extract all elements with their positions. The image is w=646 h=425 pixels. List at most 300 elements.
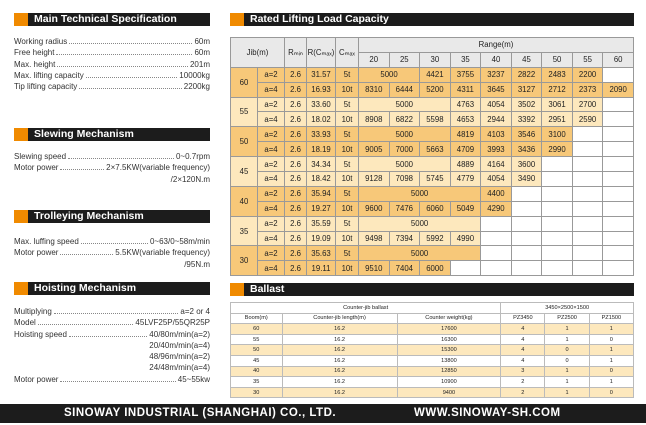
empty-cell xyxy=(603,157,634,172)
load-cell: 3490 xyxy=(511,172,542,187)
ballast-title: Ballast xyxy=(244,283,634,296)
empty-cell xyxy=(603,112,634,127)
cmax-value: 5t xyxy=(336,186,359,201)
load-cell: 5992 xyxy=(420,231,451,246)
empty-cell xyxy=(603,231,634,246)
ballast-cell: 16.2 xyxy=(282,345,397,356)
trolleying-header xyxy=(14,210,210,223)
ballast-cell: 3 xyxy=(501,366,545,377)
rmin-value: 2.6 xyxy=(285,172,307,187)
cmax-value: 10t xyxy=(336,172,359,187)
rmin-value: 2.6 xyxy=(285,82,307,97)
spec-continuation: /95N.m xyxy=(184,259,210,269)
rcmax-value: 35.94 xyxy=(307,186,336,201)
cmax-value: 10t xyxy=(336,142,359,157)
load-cell: 4819 xyxy=(450,127,481,142)
multiplying: a=2 xyxy=(258,67,285,82)
empty-cell xyxy=(572,172,603,187)
load-row xyxy=(231,97,634,112)
slewing-list xyxy=(14,151,210,185)
spec-row: Hoisting speed 40/80m/min(a=2) xyxy=(14,329,210,339)
section-tab-marker xyxy=(230,283,244,296)
rmin-value: 2.6 xyxy=(285,67,307,82)
spec-row: Motor power 2×7.5KW(variable frequency) xyxy=(14,163,210,173)
ballast-cell: 45 xyxy=(231,355,283,366)
ballast-cell: 9400 xyxy=(397,387,501,398)
load-cell: 6060 xyxy=(420,201,451,216)
range-value: 20 xyxy=(359,52,390,67)
rmin-value: 2.6 xyxy=(285,201,307,216)
rcmax-value: 16.93 xyxy=(307,82,336,97)
load-row xyxy=(231,261,634,276)
ballast-cell: 0 xyxy=(589,387,633,398)
jib-header: Jib(m) xyxy=(231,38,285,68)
ballast-cell: 16.2 xyxy=(282,366,397,377)
load-cell: 2822 xyxy=(511,67,542,82)
spec-row: Max. lifting capacity 10000kg xyxy=(14,70,210,80)
spec-continuation: 24/48m/min(a=4) xyxy=(149,363,210,373)
load-cell: 3600 xyxy=(511,157,542,172)
section-tab-marker xyxy=(14,282,28,295)
rcmax-value: 34.34 xyxy=(307,157,336,172)
load-cell: 6444 xyxy=(389,82,420,97)
multiplying: a=2 xyxy=(258,246,285,261)
rmin-value: 2.6 xyxy=(285,216,307,231)
load-cell: 8310 xyxy=(359,82,390,97)
footer-bar xyxy=(0,404,646,423)
load-cell: 7098 xyxy=(389,172,420,187)
multiplying: a=4 xyxy=(258,201,285,216)
cmax-value: 10t xyxy=(336,201,359,216)
ballast-cell: 1 xyxy=(589,324,633,335)
ballast-cell: 30 xyxy=(231,387,283,398)
empty-cell xyxy=(603,172,634,187)
ballast-cell: 40 xyxy=(231,366,283,377)
ballast-column-header: Counter weight(kg) xyxy=(397,313,501,324)
rmin-value: 2.6 xyxy=(285,261,307,276)
jib-length: 60 xyxy=(231,67,258,97)
load-cell: 5200 xyxy=(420,82,451,97)
jib-length: 35 xyxy=(231,216,258,246)
rmin-value: 2.6 xyxy=(285,246,307,261)
empty-cell xyxy=(542,172,573,187)
ballast-cell: 1 xyxy=(589,345,633,356)
load-cell: 6000 xyxy=(420,261,451,276)
spec-row: Slewing speed 0~0.7rpm xyxy=(14,152,210,161)
ballast-cell: 2 xyxy=(501,387,545,398)
empty-cell xyxy=(542,231,573,246)
cmax-value: 10t xyxy=(336,112,359,127)
ballast-header xyxy=(230,283,634,296)
ballast-group-row xyxy=(231,303,634,314)
range-value: 30 xyxy=(420,52,451,67)
load-span-cell: 5000 xyxy=(359,127,451,142)
load-cell: 4990 xyxy=(450,231,481,246)
range-value: 50 xyxy=(542,52,573,67)
load-cell: 2373 xyxy=(572,82,603,97)
load-cell: 4054 xyxy=(481,97,512,112)
empty-cell xyxy=(511,246,542,261)
multiplying: a=4 xyxy=(258,82,285,97)
empty-cell xyxy=(603,201,634,216)
load-cell: 4763 xyxy=(450,97,481,112)
load-span-cell: 5000 xyxy=(359,67,420,82)
empty-cell xyxy=(542,261,573,276)
load-cell: 7404 xyxy=(389,261,420,276)
ballast-cell: 4 xyxy=(501,345,545,356)
load-row xyxy=(231,172,634,187)
empty-cell xyxy=(603,216,634,231)
slewing-title: Slewing Mechanism xyxy=(28,128,210,141)
trolleying-title: Trolleying Mechanism xyxy=(28,210,210,223)
load-cell: 7394 xyxy=(389,231,420,246)
spec-row: Free height 60m xyxy=(14,48,210,58)
load-cell: 4311 xyxy=(450,82,481,97)
rcmax-value: 35.59 xyxy=(307,216,336,231)
load-cell: 3392 xyxy=(511,112,542,127)
jib-length: 50 xyxy=(231,127,258,157)
ballast-cell: 4 xyxy=(501,324,545,335)
empty-cell xyxy=(481,231,512,246)
load-header xyxy=(230,13,634,26)
empty-cell xyxy=(542,216,573,231)
ballast-row xyxy=(231,387,634,398)
load-span-cell: 5000 xyxy=(359,246,481,261)
empty-cell xyxy=(572,186,603,201)
load-cell: 4400 xyxy=(481,186,512,201)
multiplying: a=4 xyxy=(258,261,285,276)
load-row xyxy=(231,216,634,231)
jib-length: 30 xyxy=(231,246,258,276)
load-cell: 5049 xyxy=(450,201,481,216)
ballast-cell: 16.2 xyxy=(282,355,397,366)
load-cell: 5745 xyxy=(420,172,451,187)
range-value: 25 xyxy=(389,52,420,67)
empty-cell xyxy=(603,97,634,112)
rcmax-value: 31.57 xyxy=(307,67,336,82)
rmin-header: Rₘᵢₙ xyxy=(285,38,307,68)
rcmax-value: 19.11 xyxy=(307,261,336,276)
rmin-value: 2.6 xyxy=(285,112,307,127)
load-cell: 3100 xyxy=(542,127,573,142)
load-cell: 8908 xyxy=(359,112,390,127)
load-cell: 4709 xyxy=(450,142,481,157)
empty-cell xyxy=(572,142,603,157)
rcmax-value: 18.19 xyxy=(307,142,336,157)
range-value: 35 xyxy=(450,52,481,67)
load-cell: 3436 xyxy=(511,142,542,157)
rmin-value: 2.6 xyxy=(285,127,307,142)
ballast-cell: 13800 xyxy=(397,355,501,366)
ballast-cell: 17600 xyxy=(397,324,501,335)
section-tab-marker xyxy=(14,210,28,223)
load-row xyxy=(231,157,634,172)
load-row xyxy=(231,82,634,97)
spec-continuation: /2×120N.m xyxy=(170,174,210,184)
empty-cell xyxy=(511,231,542,246)
rcmax-value: 33.93 xyxy=(307,127,336,142)
empty-cell xyxy=(542,201,573,216)
rmin-value: 2.6 xyxy=(285,231,307,246)
ballast-row xyxy=(231,324,634,335)
ballast-table xyxy=(230,302,634,398)
load-cell: 2951 xyxy=(542,112,573,127)
load-span-cell: 5000 xyxy=(359,186,481,201)
ballast-cell: 16.2 xyxy=(282,334,397,345)
rcmax-value: 18.02 xyxy=(307,112,336,127)
rcmax-value: 35.63 xyxy=(307,246,336,261)
hoisting-list xyxy=(14,306,210,385)
empty-cell xyxy=(603,186,634,201)
load-cell: 7476 xyxy=(389,201,420,216)
ballast-cell: 1 xyxy=(545,334,589,345)
empty-cell xyxy=(572,127,603,142)
multiplying: a=2 xyxy=(258,157,285,172)
ballast-cell: 4 xyxy=(501,334,545,345)
ballast-column-header: PZ1500 xyxy=(589,313,633,324)
ballast-cell: 50 xyxy=(231,345,283,356)
spec-row: Model 45LVF25P/55QR25P xyxy=(14,318,210,328)
empty-cell xyxy=(542,157,573,172)
empty-cell xyxy=(603,142,634,157)
load-row xyxy=(231,186,634,201)
load-cell: 5663 xyxy=(420,142,451,157)
ballast-cell: 55 xyxy=(231,334,283,345)
rmin-value: 2.6 xyxy=(285,97,307,112)
ballast-row xyxy=(231,355,634,366)
spec-row: Multiplying a=2 or 4 xyxy=(14,307,210,316)
ballast-cell: 1 xyxy=(589,377,633,388)
multiplying: a=4 xyxy=(258,172,285,187)
range-header: Range(m) xyxy=(359,38,634,53)
ballast-cell: 10900 xyxy=(397,377,501,388)
load-cell: 9498 xyxy=(359,231,390,246)
cmax-value: 5t xyxy=(336,127,359,142)
load-span-cell: 5000 xyxy=(359,157,451,172)
spec-row: Max. luffing speed 0~63/0~58m/min xyxy=(14,237,210,246)
ballast-column-header: PZ3450 xyxy=(501,313,545,324)
empty-cell xyxy=(511,186,542,201)
load-capacity-table xyxy=(230,37,634,276)
multiplying: a=2 xyxy=(258,186,285,201)
load-cell: 4779 xyxy=(450,172,481,187)
multiplying: a=2 xyxy=(258,97,285,112)
empty-cell xyxy=(572,261,603,276)
load-cell: 2944 xyxy=(481,112,512,127)
empty-cell xyxy=(481,216,512,231)
ballast-cell: 1 xyxy=(545,387,589,398)
load-cell: 7000 xyxy=(389,142,420,157)
load-cell: 4054 xyxy=(481,172,512,187)
rcmax-value: 33.60 xyxy=(307,97,336,112)
ballast-cell: 12850 xyxy=(397,366,501,377)
load-cell: 2712 xyxy=(542,82,573,97)
empty-cell xyxy=(603,127,634,142)
ballast-cell: 1 xyxy=(545,366,589,377)
load-row xyxy=(231,67,634,82)
ballast-cell: 16.2 xyxy=(282,387,397,398)
empty-cell xyxy=(603,246,634,261)
load-cell: 3061 xyxy=(542,97,573,112)
ballast-cell: 16.2 xyxy=(282,324,397,335)
cmax-value: 5t xyxy=(336,97,359,112)
cmax-value: 10t xyxy=(336,82,359,97)
multiplying: a=2 xyxy=(258,216,285,231)
empty-cell xyxy=(542,186,573,201)
ballast-cell: 1 xyxy=(545,377,589,388)
load-cell: 4421 xyxy=(420,67,451,82)
multiplying: a=4 xyxy=(258,142,285,157)
ballast-cell: 4 xyxy=(501,355,545,366)
load-cell: 4290 xyxy=(481,201,512,216)
range-value: 60 xyxy=(603,52,634,67)
range-value: 45 xyxy=(511,52,542,67)
load-cell: 2200 xyxy=(572,67,603,82)
empty-cell xyxy=(572,201,603,216)
empty-cell xyxy=(511,201,542,216)
ballast-cell: 2 xyxy=(501,377,545,388)
spec-continuation: 20/40m/min(a=4) xyxy=(149,340,210,350)
load-cell: 2090 xyxy=(603,82,634,97)
spec-row: Max. height 201m xyxy=(14,59,210,69)
section-tab-marker xyxy=(14,13,28,26)
load-cell: 3993 xyxy=(481,142,512,157)
range-value: 40 xyxy=(481,52,512,67)
section-tab-marker xyxy=(230,13,244,26)
empty-cell xyxy=(572,216,603,231)
load-cell: 3546 xyxy=(511,127,542,142)
load-cell: 4164 xyxy=(481,157,512,172)
spec-row: Motor power 5.5KW(variable frequency) xyxy=(14,248,210,258)
load-cell: 3237 xyxy=(481,67,512,82)
jib-length: 45 xyxy=(231,157,258,187)
section-tab-marker xyxy=(14,128,28,141)
cmax-value: 10t xyxy=(336,231,359,246)
spec-row: Tip lifting capacity 2200kg xyxy=(14,82,210,92)
load-cell: 9510 xyxy=(359,261,390,276)
website-link[interactable]: WWW.SINOWAY-SH.COM xyxy=(414,407,561,419)
load-span-cell: 5000 xyxy=(359,97,451,112)
rmin-value: 2.6 xyxy=(285,142,307,157)
load-cell: 4103 xyxy=(481,127,512,142)
empty-cell xyxy=(603,67,634,82)
ballast-cell: 16.2 xyxy=(282,377,397,388)
load-cell: 9005 xyxy=(359,142,390,157)
empty-cell xyxy=(511,216,542,231)
load-cell: 9128 xyxy=(359,172,390,187)
empty-cell xyxy=(542,246,573,261)
load-cell: 6822 xyxy=(389,112,420,127)
load-row xyxy=(231,127,634,142)
ballast-cell: 0 xyxy=(545,345,589,356)
cmax-value: 5t xyxy=(336,246,359,261)
ballast-cell: 35 xyxy=(231,377,283,388)
rcmax-value: 19.09 xyxy=(307,231,336,246)
spec-continuation: 48/96m/min(a=2) xyxy=(149,352,210,362)
empty-cell xyxy=(603,261,634,276)
ballast-cell: 0 xyxy=(589,366,633,377)
empty-cell xyxy=(450,261,481,276)
load-row xyxy=(231,142,634,157)
main-spec-title: Main Technical Specification xyxy=(28,13,210,26)
ballast-row xyxy=(231,377,634,388)
load-cell: 4889 xyxy=(450,157,481,172)
ballast-row xyxy=(231,366,634,377)
rcmax-value: 18.42 xyxy=(307,172,336,187)
spec-row: Working radius 60m xyxy=(14,37,210,46)
load-cell: 5598 xyxy=(420,112,451,127)
ballast-column-row xyxy=(231,313,634,324)
empty-cell xyxy=(572,157,603,172)
empty-cell xyxy=(572,246,603,261)
slewing-header xyxy=(14,128,210,141)
multiplying: a=4 xyxy=(258,112,285,127)
load-cell: 3645 xyxy=(481,82,512,97)
cmax-value: 5t xyxy=(336,216,359,231)
load-cell: 4653 xyxy=(450,112,481,127)
rmin-value: 2.6 xyxy=(285,186,307,201)
spec-row: Motor power 45~55kw xyxy=(14,374,210,384)
dimension-group: 3450×2500×1500 xyxy=(501,303,634,314)
hoisting-title: Hoisting Mechanism xyxy=(28,282,210,295)
load-row xyxy=(231,231,634,246)
jib-length: 55 xyxy=(231,97,258,127)
ballast-column-header: Boom(m) xyxy=(231,313,283,324)
jib-length: 40 xyxy=(231,186,258,216)
ballast-cell: 16300 xyxy=(397,334,501,345)
trolleying-list xyxy=(14,236,210,270)
load-cell: 2990 xyxy=(542,142,573,157)
hoisting-header xyxy=(14,282,210,295)
load-title: Rated Lifting Load Capacity xyxy=(244,13,634,26)
multiplying: a=4 xyxy=(258,231,285,246)
load-cell: 3502 xyxy=(511,97,542,112)
cmax-header: Cₘₐₓ xyxy=(336,38,359,68)
empty-cell xyxy=(572,231,603,246)
cmax-value: 10t xyxy=(336,261,359,276)
ballast-column-header: Counter-jib length(m) xyxy=(282,313,397,324)
load-cell: 2700 xyxy=(572,97,603,112)
ballast-cell: 0 xyxy=(589,334,633,345)
rcmax-value: 19.27 xyxy=(307,201,336,216)
load-cell: 3127 xyxy=(511,82,542,97)
ballast-row xyxy=(231,334,634,345)
cmax-value: 5t xyxy=(336,157,359,172)
multiplying: a=2 xyxy=(258,127,285,142)
range-value: 55 xyxy=(572,52,603,67)
ballast-cell: 1 xyxy=(545,324,589,335)
main-spec-list xyxy=(14,36,210,92)
load-cell: 2590 xyxy=(572,112,603,127)
load-cell: 3755 xyxy=(450,67,481,82)
ballast-row xyxy=(231,345,634,356)
company-name: SINOWAY INDUSTRIAL (SHANGHAI) CO., LTD. xyxy=(64,407,337,419)
load-header-row xyxy=(231,38,634,53)
empty-cell xyxy=(481,261,512,276)
load-cell: 2483 xyxy=(542,67,573,82)
main-spec-header xyxy=(14,13,210,26)
load-cell: 9600 xyxy=(359,201,390,216)
counter-jib-group: Counter-jib ballast xyxy=(231,303,501,314)
cmax-value: 5t xyxy=(336,67,359,82)
load-row xyxy=(231,246,634,261)
rcmax-header: R(Cₘₐₓ) xyxy=(307,38,336,68)
rmin-value: 2.6 xyxy=(285,157,307,172)
ballast-cell: 60 xyxy=(231,324,283,335)
ballast-cell: 0 xyxy=(545,355,589,366)
load-row xyxy=(231,112,634,127)
empty-cell xyxy=(481,246,512,261)
